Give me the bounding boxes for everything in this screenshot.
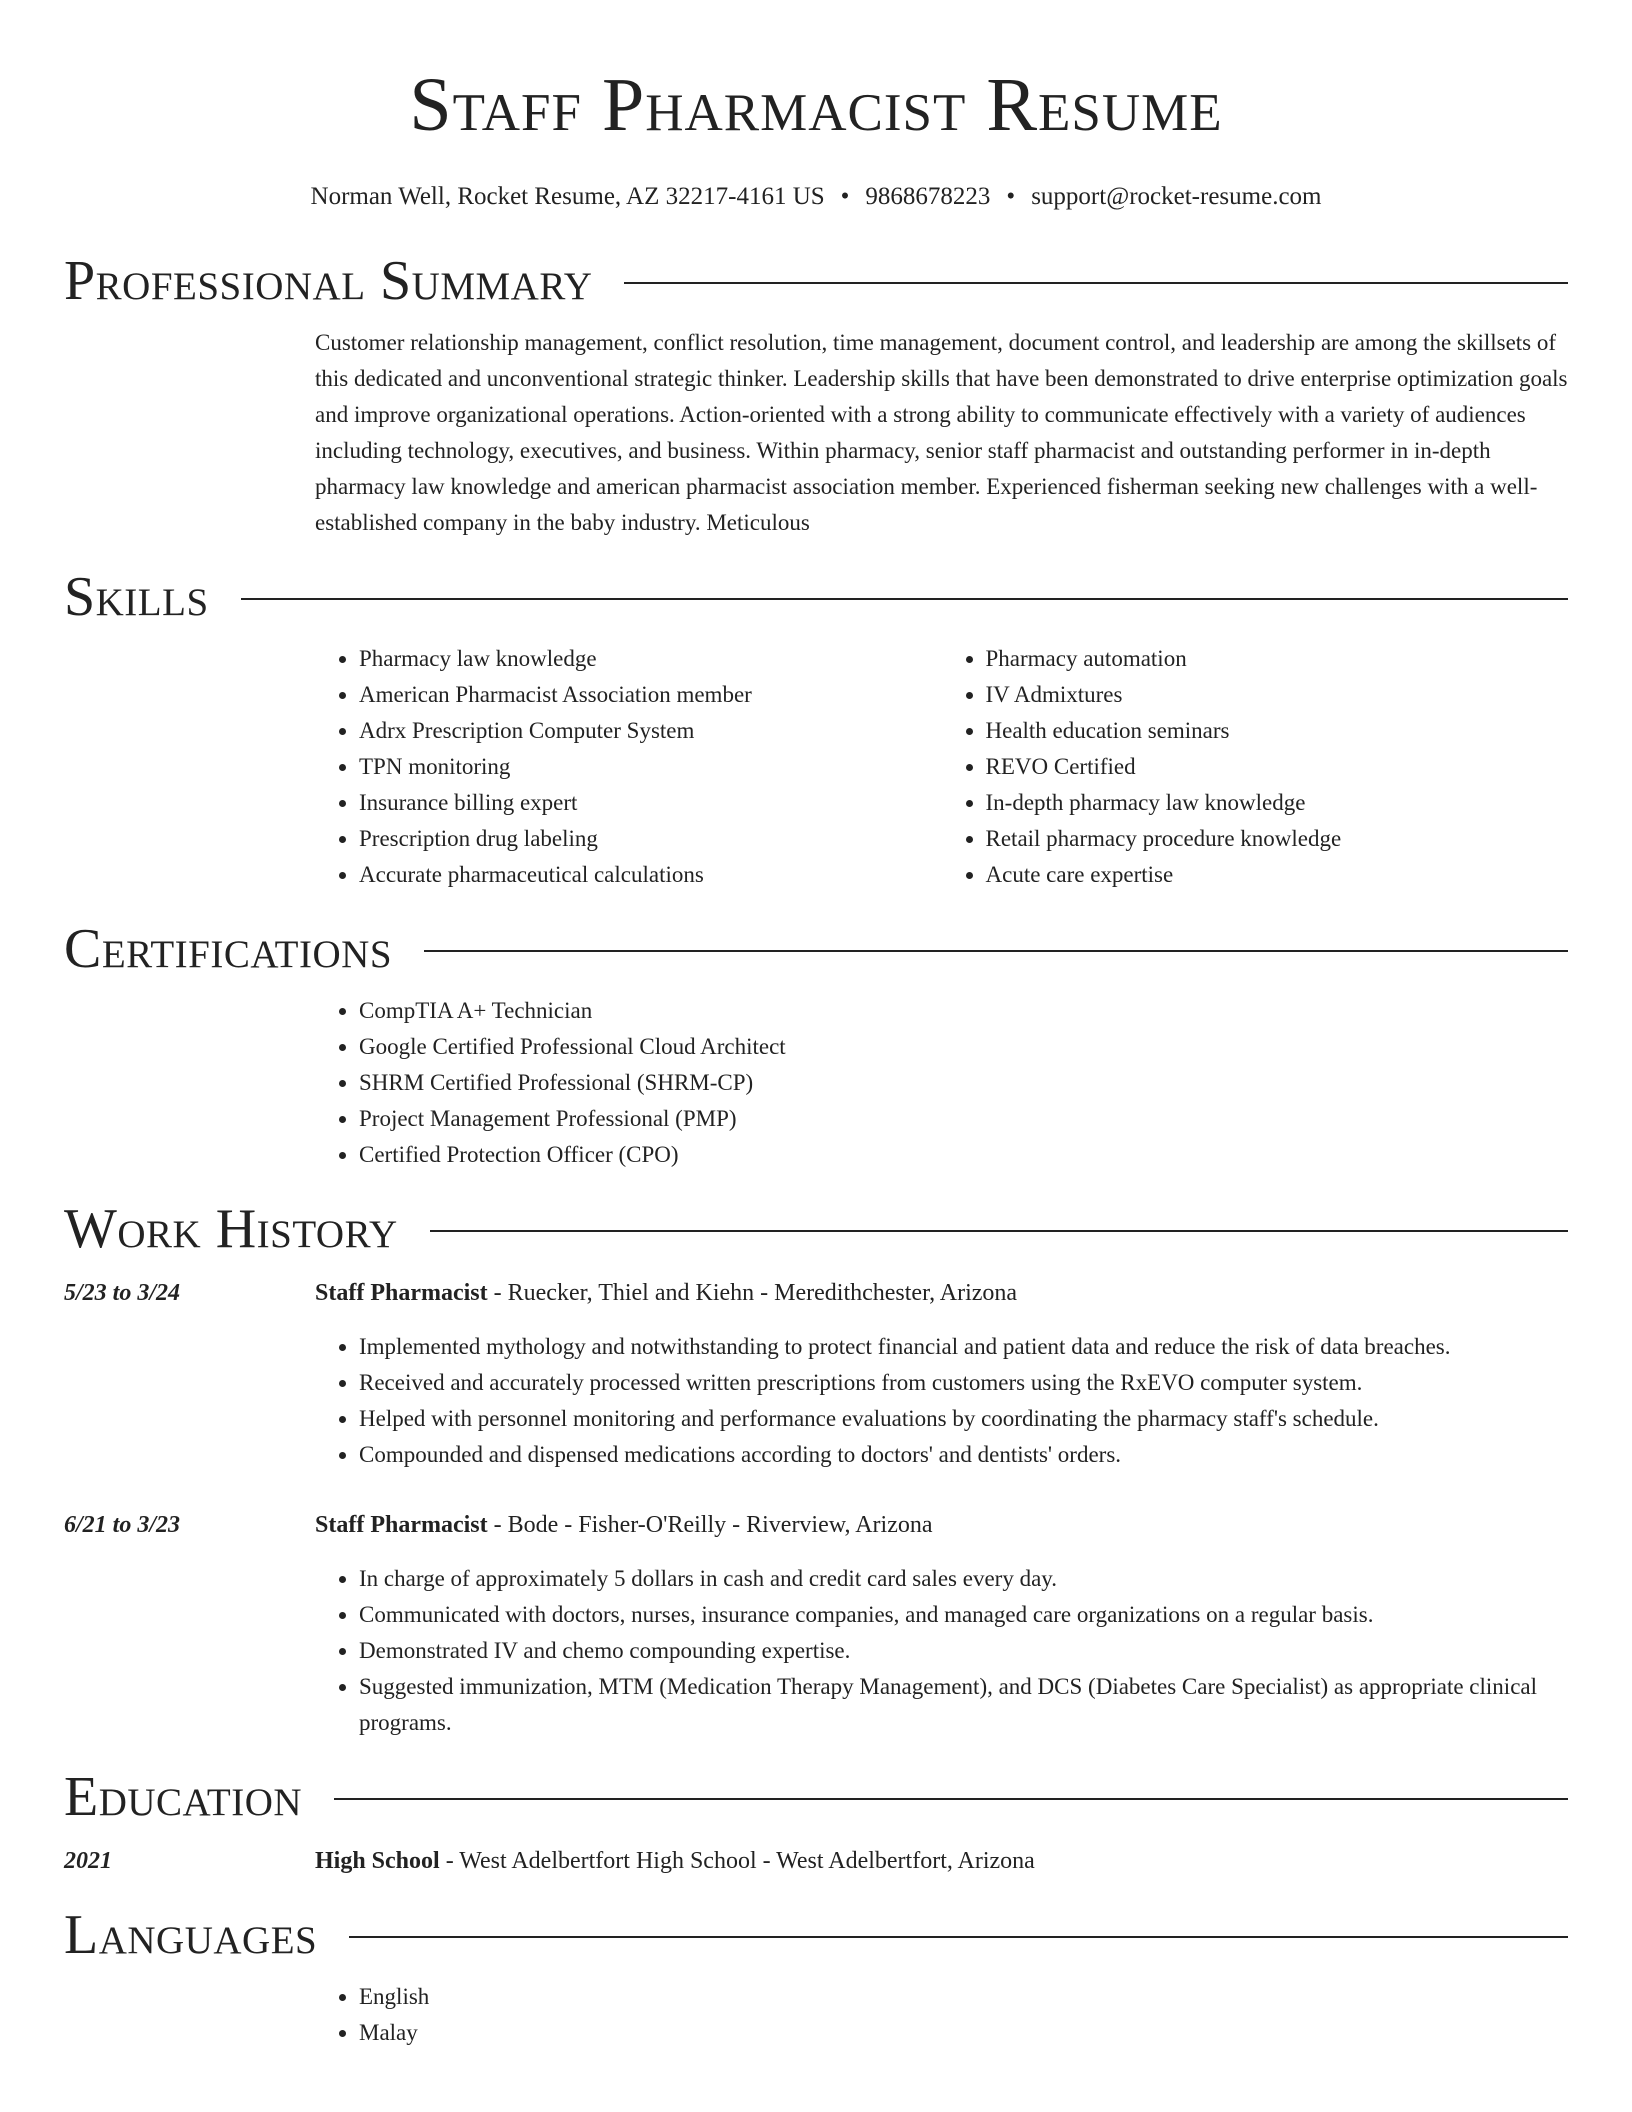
list-item: • CompTIA A+ Technician — [359, 993, 1568, 1029]
section-summary-header — [64, 251, 1568, 311]
section-heading: Education — [64, 1766, 303, 1828]
list-item: • Health education seminars — [986, 713, 1569, 749]
contact-address: Norman Well, Rocket Resume, AZ 32217-4161 US — [310, 183, 825, 210]
education-year: 2021 — [64, 1848, 112, 1874]
job-title: Staff Pharmacist — [315, 1280, 488, 1306]
section-divider — [334, 1798, 1568, 1800]
list-item: • Received and accurately processed written prescriptions from customers using the RxEVO computer system. — [359, 1365, 1568, 1401]
section-heading: Work History — [64, 1198, 398, 1260]
list-item: • Retail pharmacy procedure knowledge — [986, 821, 1569, 857]
list-item: • Pharmacy law knowledge — [359, 641, 942, 677]
education-header — [64, 1843, 1568, 1879]
job-title: Staff Pharmacist — [315, 1512, 488, 1538]
contact-separator: • — [1006, 183, 1016, 210]
list-item: • Suggested immunization, MTM (Medication Therapy Management), and DCS (Diabetes Care Specialist) as appropriate clinical programs. — [359, 1669, 1568, 1741]
job-dates: 6/21 to 3/23 — [64, 1512, 181, 1538]
contact-line — [64, 179, 1568, 215]
section-certifications-header — [64, 919, 1568, 979]
list-item: • Helped with personnel monitoring and performance evaluations by coordinating the pharmacy staff's schedule. — [359, 1401, 1568, 1437]
list-item: • English — [359, 1979, 1568, 2015]
list-item: • Compounded and dispensed medications according to doctors' and dentists' orders. — [359, 1437, 1568, 1473]
list-item: • Certified Protection Officer (CPO) — [359, 1137, 1568, 1173]
list-item: • Acute care expertise — [986, 857, 1569, 893]
section-work-header — [64, 1199, 1568, 1259]
job-details: - Ruecker, Thiel and Kiehn - Meredithchester, Arizona — [487, 1280, 1018, 1306]
list-item: • Implemented mythology and notwithstanding to protect financial and patient data and reduce the risk of data breaches. — [359, 1329, 1568, 1365]
summary-body — [315, 325, 1568, 541]
job-entry — [64, 1275, 1568, 1473]
section-heading: Professional Summary — [64, 250, 593, 312]
resume-page — [64, 0, 1568, 2051]
list-item: • Prescription drug labeling — [359, 821, 942, 857]
list-item: • Google Certified Professional Cloud Architect — [359, 1029, 1568, 1065]
list-item: • REVO Certified — [986, 749, 1569, 785]
skills-list — [315, 641, 1568, 893]
education-degree: High School — [315, 1848, 440, 1874]
list-item: • In-depth pharmacy law knowledge — [986, 785, 1569, 821]
job-bullets — [315, 1561, 1568, 1741]
contact-phone: 9868678223 — [865, 183, 991, 210]
job-header — [64, 1275, 1568, 1311]
section-heading: Skills — [64, 566, 209, 628]
list-item: • Project Management Professional (PMP) — [359, 1101, 1568, 1137]
list-item: • In charge of approximately 5 dollars in cash and credit card sales every day. — [359, 1561, 1568, 1597]
section-heading: Languages — [64, 1904, 318, 1966]
list-item: • Pharmacy automation — [986, 641, 1569, 677]
contact-separator: • — [840, 183, 850, 210]
section-skills-header — [64, 567, 1568, 627]
job-entry — [64, 1507, 1568, 1741]
contact-email: support@rocket-resume.com — [1031, 183, 1322, 210]
education-entry — [64, 1843, 1568, 1879]
section-divider — [349, 1936, 1568, 1938]
job-details: - Bode - Fisher-O'Reilly - Riverview, Arizona — [487, 1512, 933, 1538]
section-education-header — [64, 1767, 1568, 1827]
summary-text: Customer relationship management, conflict resolution, time management, document control, and leadership are among the skillsets of this dedicated and unconventional strategic thinker. Leadership skills that have been demonstrated to drive enterprise optimization goals and improve organizational operations. Action-oriented with a strong ability to communicate effectively with a variety of audiences including technology, executives, and business. Within pharmacy, senior staff pharmacist and outstanding performer in in-depth pharmacy law knowledge and american pharmacist association member. Experienced fisherman seeking new challenges with a well-established company in the baby industry. Meticulous — [315, 330, 1568, 535]
list-item: • IV Admixtures — [986, 677, 1569, 713]
section-divider — [624, 282, 1568, 284]
list-item: • American Pharmacist Association member — [359, 677, 942, 713]
section-divider — [424, 950, 1568, 952]
list-item: • Insurance billing expert — [359, 785, 942, 821]
page-title: Staff Pharmacist Resume — [409, 63, 1223, 147]
list-item: • Accurate pharmaceutical calculations — [359, 857, 942, 893]
list-item: • SHRM Certified Professional (SHRM-CP) — [359, 1065, 1568, 1101]
job-bullets — [315, 1329, 1568, 1473]
list-item: • Demonstrated IV and chemo compounding expertise. — [359, 1633, 1568, 1669]
section-heading: Certifications — [64, 918, 393, 980]
section-divider — [430, 1230, 1568, 1232]
job-dates: 5/23 to 3/24 — [64, 1280, 181, 1306]
list-item: • Communicated with doctors, nurses, insurance companies, and managed care organizations on a regular basis. — [359, 1597, 1568, 1633]
education-details: - West Adelbertfort High School - West Adelbertfort, Arizona — [439, 1848, 1035, 1874]
section-divider — [241, 598, 1568, 600]
section-languages-header — [64, 1905, 1568, 1965]
list-item: • Malay — [359, 2015, 1568, 2051]
skills-column-right — [942, 641, 1569, 893]
languages-list — [315, 1979, 1568, 2051]
list-item: • Adrx Prescription Computer System — [359, 713, 942, 749]
certifications-list — [315, 993, 1568, 1173]
list-item: • TPN monitoring — [359, 749, 942, 785]
skills-column-left — [315, 641, 942, 893]
job-header — [64, 1507, 1568, 1543]
